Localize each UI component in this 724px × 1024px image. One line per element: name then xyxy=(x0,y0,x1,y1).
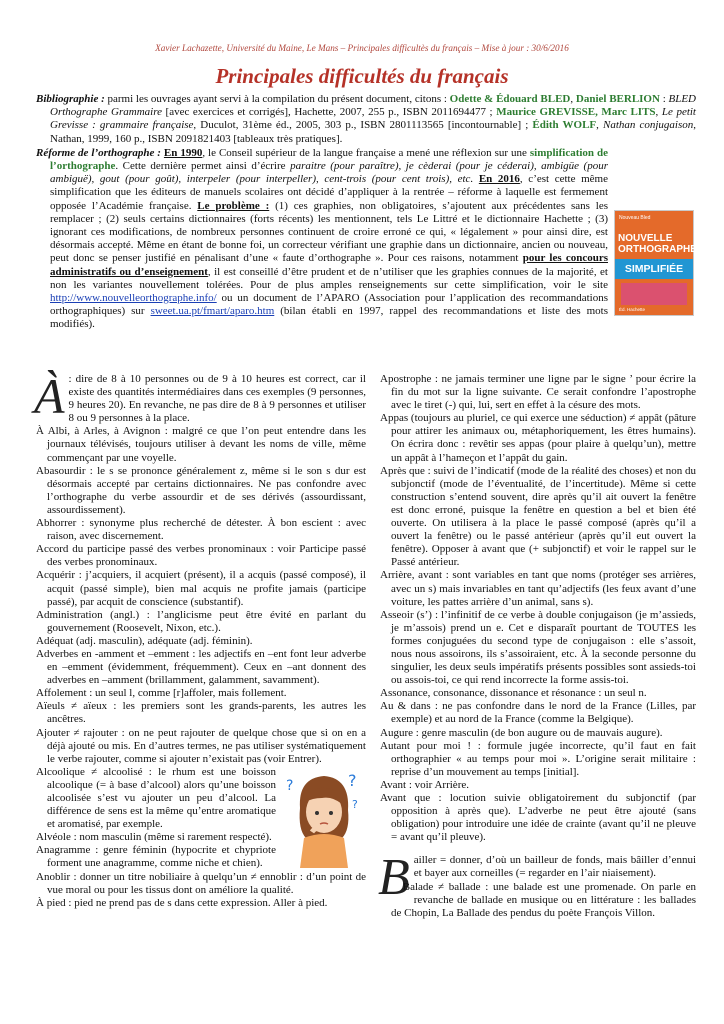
entry-aieuls: Aïeuls ≠ aïeux : les premiers sont les grands-parents, les autres les ancêtres. xyxy=(36,700,366,726)
link-nouvelleorthographe[interactable]: http://www.nouvelleorthographe.info/ xyxy=(50,292,217,305)
entry-arriere: Arrière, avant : sont variables en tant que noms (protéger ses arrières, avec un s) mais invariables en tant qu’adjectifs (les feux avant d’une voiture, les pattes arrière d’un animal, sans s). xyxy=(380,569,696,608)
simplification-highlight: simplification de l’orthographe xyxy=(50,146,608,173)
page-title: Principales difficultés du français xyxy=(215,64,509,88)
entry-a-pied: À pied : pied ne prend pas de s dans cette expression. Aller à pied. xyxy=(36,896,328,909)
text: ou un document de l’APARO (Association pour l’application des recommandations orthographiques) sur xyxy=(50,292,608,318)
entry-alveole: Alvéole : nom masculin (même si rarement respecté). xyxy=(36,831,272,844)
running-header: Xavier Lachazette, Université du Maine, Le Mans – Principales difficultès du français – Mise à jour : 30/6/2016 xyxy=(155,43,569,53)
entry-avant-que: Avant que : locution suivie obligatoirement du subjonctif (par opposition à après que). L’adverbe ne peut être ajouté (sans obligation) pour introduire une idée de crainte (avant qu’il ne pleuve = avant qu’il pleuve). xyxy=(380,792,696,844)
entry-bailler: ailler = donner, d’où un bailleur de fonds, mais bâiller d’ennui et bayer aux corneilles (= regarder en l’air niaisement). xyxy=(413,854,696,880)
entry-abasourdir: Abasourdir : le s se prononce généralement z, même si le son s dur est désormais accepté par certains dictionnaires. Ne pas confondre avec l’orthographe du verbe assourdir et de ses dérivés (assourdissant, assourdissement). xyxy=(36,464,366,516)
text: , le Conseil supérieur de la langue française a mené une réflexion sur une xyxy=(202,146,530,159)
text: , c’est cette même simplification que les éditeurs de manuels scolaires ont décidé d’appliquer à la rentrée – réforme à laquelle est fermement opposée l’Académie française. xyxy=(50,173,608,212)
entry-autant-pour-moi: Autant pour moi ! : formule jugée incorrecte, qu’il faut en fait orthographier « au temps pour moi ». L’origine serait militaire : reprise d’un mouvement au temps [initial]. xyxy=(380,739,696,778)
entry-accord-participe: Accord du participe passé des verbes pronominaux : voir Participe passé des verbes pronominaux. xyxy=(36,543,366,569)
dropcap-a: À xyxy=(34,368,65,424)
girl-icon xyxy=(282,768,366,868)
entry-administration: Administration (angl.) : l’anglicisme peut être évité en parlant du gouvernement (Roosevelt, Nixon, etc.). xyxy=(36,608,366,634)
work-title: Le petit Grevisse : grammaire française xyxy=(50,106,696,132)
text: parmi les ouvrages ayant servi à la compilation du présent document, citons : xyxy=(104,93,450,105)
author-bled: Odette & Édouard BLED xyxy=(449,93,571,105)
text: , xyxy=(570,93,576,105)
entry-ajouter: Ajouter ≠ rajouter : on ne peut rajouter de quelque chose que si on en a déjà ajouté ou mis. En d’autres termes, ne pas utiliser systématiquement le verbe rajouter, comme si ajouter n’existait pas (voir Entrer). xyxy=(36,726,366,765)
svg-text:?: ? xyxy=(286,777,294,794)
date-1990: En 1990 xyxy=(163,146,203,159)
cover-illustration xyxy=(621,283,687,305)
cover-band xyxy=(615,259,693,279)
svg-text:?: ? xyxy=(352,797,358,811)
thinking-girl-illustration xyxy=(282,768,366,868)
text: , xyxy=(596,119,603,132)
author-wolf: Édith WOLF xyxy=(532,119,597,132)
text: (bilan établi en 1997, rappel des recommandations et liste des mots modifiés). xyxy=(50,305,608,331)
cover-top-text: Nouveau Bled xyxy=(619,215,651,221)
cover-footer: Éd. Hachette xyxy=(619,307,646,312)
entry-abhorrer: Abhorrer : synonyme plus recherché de détester. À bon escient : avec raison, avec discernement. xyxy=(36,517,366,543)
bibliography-paragraph xyxy=(36,93,696,146)
entry-adverbes: Adverbes en -amment et –emment : les adjectifs en –ent font leur adverbe en –emment (évidemment, fréquemment). Ceux en –ant donnent des adverbes en –amment (brillamment, galamment, savamment). xyxy=(36,647,366,687)
right-column xyxy=(380,373,696,920)
work-title: BLED Orthographe Grammaire xyxy=(50,93,696,119)
entry-asseoir: Asseoir (s’) : l’infinitif de ce verbe à double conjugaison (je m’assieds, je m’assois) prend un e. Cet e disparaît pourtant de TOUTES les formes conjuguées du second type de conjugaison : elle s’assoit, nous nous assoirons, ils s’assoiraient, etc. À la seconde personne du singulier, les deux seuls impératifs présents possibles sont assieds-toi ou assois-toi, ce qui rend incorrecte la forme assis-toi. xyxy=(380,608,696,687)
link-aparo[interactable]: sweet.ua.pt/fmart/aparo.htm xyxy=(150,305,275,318)
entry-acquerir: Acquérir : j’acquiers, il acquiert (présent), il a acquis (passé composé), il acquit (passé simple), bien mal acquis ne profite jamais (participe passé), par acquit de conscience (substantif). xyxy=(36,569,366,608)
left-column xyxy=(34,368,366,910)
text: , il est conseillé d’être prudent et de n’utiliser que les graphies connues de la majorité, et non les variantes nouvellement tolérées. Pour de plus amples renseignements sur cette simplification, voir le site xyxy=(50,265,608,291)
cover-band-text: SIMPLIFIÉE xyxy=(624,263,684,275)
entry-apostrophe: Apostrophe : ne jamais terminer une ligne par le signe ’ pour écrire la fin du mot sur la ligne suivante. Ce serait confondre l’apostrophe avec le tiret (-) qui, lui, sert en effet à la césure des mots. xyxy=(380,373,696,412)
spacer xyxy=(380,844,696,854)
dropcap-b: B xyxy=(378,849,410,907)
text: , Duculot, 31ème éd., 2005, 303 p., ISBN 2801113565 [incontournable] ; xyxy=(193,119,533,132)
book-cover-image xyxy=(614,210,697,316)
text: : xyxy=(659,93,669,105)
intro-section xyxy=(36,93,696,332)
text: (1) ces graphies, non obligatoires, s’ajoutent aux précédentes sans les remplacer ; (2) seuls certains dictionnaires (forts récents) les mentionnent, tels Le Littré et le dictionnaire Hachette ; (3) ignorant ces modifications, de nombreux personnes continuent de croire erroné ce qui, « légalement » pour ainsi dire, est désormais accepté. Même en étant de bonne foi, un correcteur vérifiant une graphie dans un dictionnaire, ancien ou nouveau, peut donc se penser justifié en pénalisant d’une « faute d’orthographe ». Pour ces raisons, notamment xyxy=(50,199,608,265)
author-berlion: Daniel BERLION xyxy=(575,93,660,105)
bibliography-label: Bibliographie : xyxy=(36,93,105,105)
exams-highlight: pour les concours administratifs ou d’enseignement xyxy=(50,252,608,278)
svg-text:?: ? xyxy=(348,770,357,790)
entry-appas: Appas (toujours au pluriel, ce qui exerce une séduction) ≠ appât (pâture pour attirer les animaux ou, métaphoriquement, les êtres humains). On écrira donc : revêtir ses appas (pour plaire à quelqu’un), mettre un appât à l’hameçon et l’appât du gain. xyxy=(380,412,696,464)
work-title: Nathan conjugaison xyxy=(603,119,694,132)
entry-augure: Augure : genre masculin (de bon augure ou de mauvais augure). xyxy=(380,726,663,739)
author-grevisse: Maurice GREVISSE, Marc LITS xyxy=(496,106,656,119)
examples-text: paraitre (pour paraître), je cèderai (pour je céderai), ambigüe (pour ambiguë), gout (pour goût), interpeler (pour interpeller), cent-trois (pour cent trois), etc. xyxy=(50,160,608,186)
entry-anoblir: Anoblir : donner un titre nobiliaire à quelqu’un ≠ ennoblir : d’un point de vue moral ou pour les tissus dont on améliore la qualité. xyxy=(36,870,366,896)
reform-label: Réforme de l’orthographe : xyxy=(36,146,161,159)
entry-affolement: Affolement : un seul l, comme [r]affoler, mais follement. xyxy=(36,687,287,700)
text: . Cette dernière permet ainsi d’écrire xyxy=(115,160,291,173)
entry-a-albi: À Albi, à Arles, à Avignon : malgré ce que l’on peut entendre dans les journaux télévisés, toujours utiliser à devant les noms de ville, même commençant par une voyelle. xyxy=(36,425,366,464)
text: [avec exercices et corrigés], Hachette, 2007, 255 p., ISBN 2011694477 ; xyxy=(161,106,497,119)
text: , xyxy=(655,106,662,119)
entry-adequat: Adéquat (adj. masculin), adéquate (adj. féminin). xyxy=(36,634,253,647)
entry-a: : dire de 8 à 10 personnes ou de 9 à 10 heures est correct, car il existe des quantités intermédiaires dans ces exemples (9 personnes, 9 heures 20). En revanche, ne pas dire de 8 à 9 personnes et utiliser 8 ou 9 personnes à la place. xyxy=(68,373,366,425)
entry-balade: Balade ≠ ballade : une balade est une promenade. On parle en revanche de ballade en musique ou en littérature : les ballades de Chopin, La Ballade des pendus du poète François Villon. xyxy=(391,880,696,919)
cover-title: NOUVELLE ORTHOGRAPHE xyxy=(618,233,697,255)
entry-anagramme: Anagramme : genre féminin (hypocrite et chypriote forment une anagramme, comme niche et chien). xyxy=(36,844,276,870)
entry-au-dans: Au & dans : ne pas confondre dans le nord de la France (Lilles, par exemple) et au nord de la France (comme la Belgique). xyxy=(380,700,696,726)
date-2016: En 2016 xyxy=(478,173,520,186)
text: , Nathan, 1999, 160 p., ISBN 2091821403 [tableaux très pratiques]. xyxy=(50,119,697,145)
entry-alcoolique: Alcoolique ≠ alcoolisé : le rhum est une boisson alcoolique (= à base d’alcool) alors qu’une boisson alcoolisée s’est vu ajouter un peu d’alcool. La différence de sens est la même qu’entre aromatique et aromatisé, par exemple. xyxy=(36,765,276,831)
entry-assonance: Assonance, consonance, dissonance et résonance : un seul n. xyxy=(380,687,647,700)
entry-avant: Avant : voir Arrière. xyxy=(380,778,469,791)
reform-paragraph xyxy=(36,147,696,332)
entry-apres-que: Après que : suivi de l’indicatif (mode de la réalité des choses) et non du subjonctif (mode de l’éventualité, de l’incertitude). Même si cette construction s’entend souvent, dire après qu’il ait ouvert la fenêtre est donc erroné, puisque la fenêtre en question a bel et bien été ouverte. On utilisera à la place le passé composé (après qu’il a ouvert la fenêtre) ou le passé antérieur (après qu’il eut ouvert la fenêtre). Opposer à avant que (+ subjonctif) et voir le rappel sur le Passé antérieur. xyxy=(380,464,696,569)
problem-label: Le problème : xyxy=(197,199,270,212)
